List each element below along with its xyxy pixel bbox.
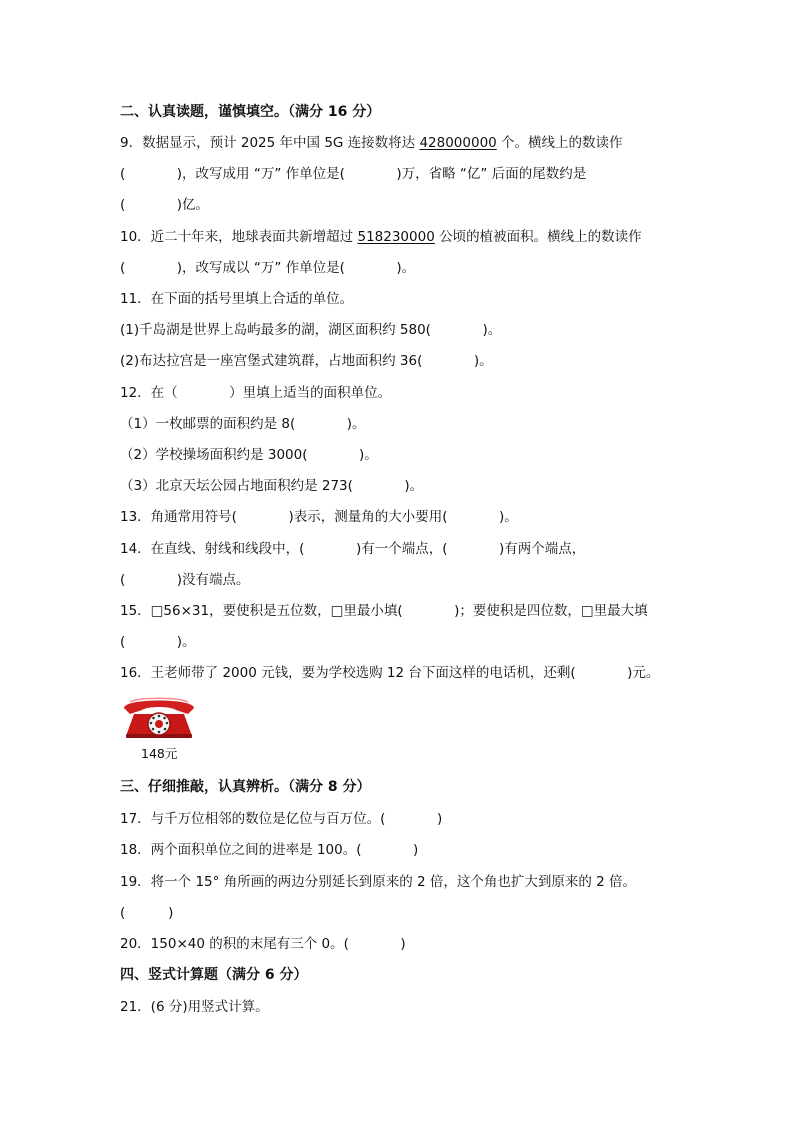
question-20: 20．150×40 的积的末尾有三个 0。( ) xyxy=(120,936,406,952)
section-3-title: 三、仔细推敲，认真辨析。（满分 8 分） xyxy=(120,779,371,795)
question-12-3: （3）北京天坛公园占地面积约是 273( )。 xyxy=(120,478,424,494)
q10-text-b: 公顷的植被面积。横线上的数读作 xyxy=(434,229,642,245)
question-10-line-1 xyxy=(120,228,642,246)
question-9-line-1 xyxy=(120,134,623,152)
q10-text-a: 10．近二十年来，地球表面共新增超过 xyxy=(120,229,358,245)
question-16: 16．王老师带了 2000 元钱，要为学校选购 12 台下面这样的电话机，还剩( )元。 xyxy=(120,665,660,681)
question-14-line-1: 14．在直线、射线和线段中，( )有一个端点，( )有两个端点， xyxy=(120,541,586,557)
question-13: 13．角通常用符号( )表示，测量角的大小要用( )。 xyxy=(120,509,518,525)
question-15-line-1: 15．□56×31，要使积是五位数，□里最小填( )；要使积是四位数，□里最大填 xyxy=(120,603,648,619)
question-11: 11．在下面的括号里填上合适的单位。 xyxy=(120,291,354,307)
telephone-icon xyxy=(120,694,198,740)
question-19-line-2: ( ) xyxy=(120,905,174,921)
question-11-2: (2)布达拉宫是一座宫堡式建筑群，占地面积约 36( )。 xyxy=(120,353,493,369)
question-15-line-2: ( )。 xyxy=(120,634,196,650)
q9-text-a: 9．数据显示，预计 2025 年中国 5G 连接数将达 xyxy=(120,135,420,151)
section-2-title: 二、认真读题，谨慎填空。（满分 16 分） xyxy=(120,104,381,120)
question-17: 17．与千万位相邻的数位是亿位与百万位。( ) xyxy=(120,811,443,827)
q9-underlined-number: 428000000 xyxy=(419,135,497,151)
question-9-line-2: ( )，改写成用 “万” 作单位是( )万，省略 “亿” 后面的尾数约是 xyxy=(120,166,587,182)
q9-text-b: 个。横线上的数读作 xyxy=(496,135,623,151)
question-14-line-2: ( )没有端点。 xyxy=(120,572,250,588)
question-21: 21．(6 分)用竖式计算。 xyxy=(120,999,269,1015)
question-12: 12．在（ ）里填上适当的面积单位。 xyxy=(120,385,392,401)
question-18: 18．两个面积单位之间的进率是 100。( ) xyxy=(120,842,419,858)
section-4-title: 四、竖式计算题（满分 6 分） xyxy=(120,967,308,983)
phone-price: 148元 xyxy=(141,746,178,761)
question-10-line-2: ( )，改写成以 “万” 作单位是( )。 xyxy=(120,260,416,276)
q10-underlined-number: 518230000 xyxy=(357,229,435,245)
question-19-line-1: 19．将一个 15° 角所画的两边分别延长到原来的 2 倍，这个角也扩大到原来的 2 倍。 xyxy=(120,874,637,890)
question-11-1: (1)千岛湖是世界上岛屿最多的湖，湖区面积约 580( )。 xyxy=(120,322,502,338)
question-12-2: （2）学校操场面积约是 3000( )。 xyxy=(120,447,378,463)
question-9-line-3: ( )亿。 xyxy=(120,197,210,213)
question-12-1: （1）一枚邮票的面积约是 8( )。 xyxy=(120,416,366,432)
